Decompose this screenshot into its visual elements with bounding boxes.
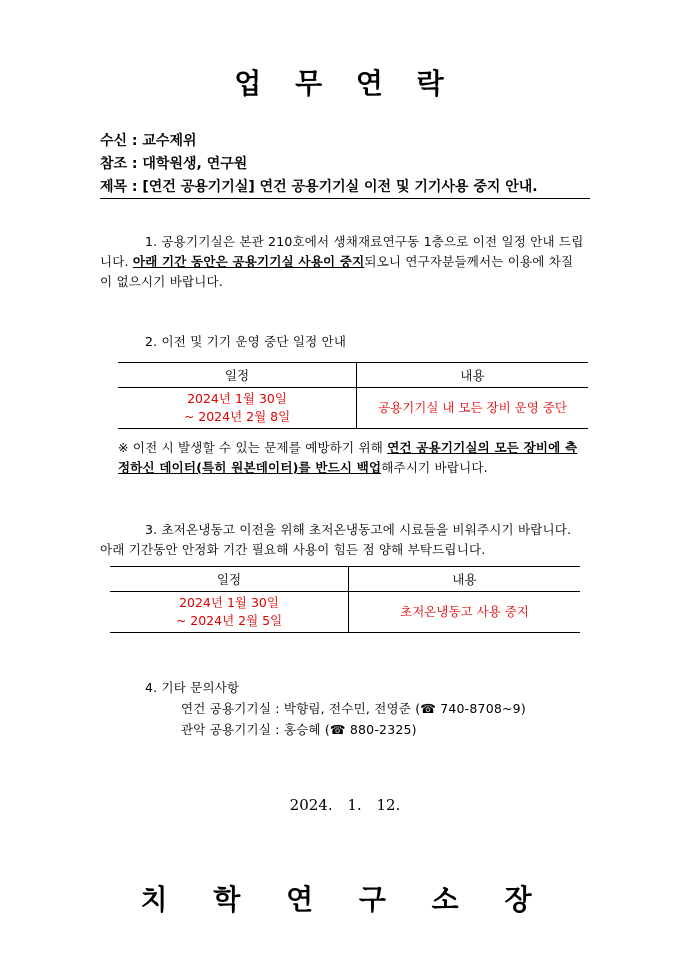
recipient-label: 수신 : [100, 133, 138, 149]
col-content-header: 내용 [357, 363, 589, 388]
section-3 [100, 520, 595, 560]
note-underlined-1: 연건 공용기기실의 모든 장비에 측 [387, 440, 578, 455]
recipient-line [100, 130, 197, 150]
schedule-end: ~ 2024년 2월 5일 [175, 613, 283, 628]
backup-note [118, 438, 598, 478]
cc-line [100, 153, 247, 173]
section-1-line-1: 1. 공용기기실은 본관 210호에서 생채재료연구동 1층으로 이전 일정 안내 드립 [145, 234, 584, 249]
document-date: 2024. 1. 12. [289, 796, 401, 814]
subject-line [100, 176, 538, 196]
schedule-end: ~ 2024년 2월 8일 [183, 409, 291, 424]
contact-gwanak: 관악 공용기기실 : 홍승혜 (☎ 880-2325) [181, 722, 417, 737]
table-header-row [118, 363, 588, 388]
schedule-cell [118, 388, 357, 429]
col-schedule-header: 일정 [110, 567, 349, 592]
recipient-value: 교수제위 [142, 133, 197, 149]
section-3-line-1: 3. 초저온냉동고 이전을 위해 초저온냉동고에 시료들을 비워주시기 바랍니다. [145, 522, 572, 537]
col-schedule-header: 일정 [118, 363, 357, 388]
document-title: 업 무 연 락 [234, 67, 456, 100]
schedule-start: 2024년 1월 30일 [187, 391, 287, 406]
note-underlined-2: 정하신 데이터(특히 원본데이터)를 반드시 백업 [118, 460, 382, 475]
table-row [118, 388, 588, 429]
freezer-schedule-table [110, 566, 580, 633]
section-2-heading: 2. 이전 및 기기 운영 중단 일정 안내 [145, 334, 347, 349]
section-1-underlined-notice: 아래 기간 동안은 공용기기실 사용이 중지 [132, 254, 365, 269]
cc-label: 참조 : [100, 156, 138, 172]
content-cell: 초저온냉동고 사용 중지 [349, 592, 581, 633]
col-content-header: 내용 [349, 567, 581, 592]
section-1-line-2 [100, 252, 595, 272]
schedule-cell [110, 592, 349, 633]
note-pre: ※ 이전 시 발생할 수 있는 문제를 예방하기 위해 [118, 440, 388, 455]
section-1-line-2-pre: 니다. [100, 254, 129, 269]
relocation-schedule-table [118, 362, 588, 429]
section-3-line-2: 아래 기간동안 안정화 기간 필요해 사용이 힘든 점 양해 부탁드립니다. [100, 542, 486, 557]
section-1-line-2-post: 되오니 연구자분들께서는 이용에 차질 [364, 254, 574, 269]
note-post: 해주시기 바랍니다. [381, 460, 488, 475]
table-header-row [110, 567, 580, 592]
issuer-signature: 치 학 연 구 소 장 [140, 883, 550, 916]
section-4-heading: 4. 기타 문의사항 [145, 680, 240, 695]
subject-value: [연건 공용기기실] 연건 공용기기실 이전 및 기기사용 중지 안내. [142, 179, 538, 195]
content-cell: 공용기기실 내 모든 장비 운영 중단 [357, 388, 589, 429]
contact-yeongeon: 연건 공용기기실 : 박향림, 전수민, 전영준 (☎ 740-8708~9) [181, 701, 526, 716]
schedule-start: 2024년 1월 30일 [179, 595, 279, 610]
section-1-line-3: 이 없으시기 바랍니다. [100, 274, 223, 289]
cc-value: 대학원생, 연구원 [142, 156, 248, 172]
section-1 [100, 232, 595, 292]
header-divider [100, 198, 590, 199]
table-row [110, 592, 580, 633]
subject-label: 제목 : [100, 179, 138, 195]
